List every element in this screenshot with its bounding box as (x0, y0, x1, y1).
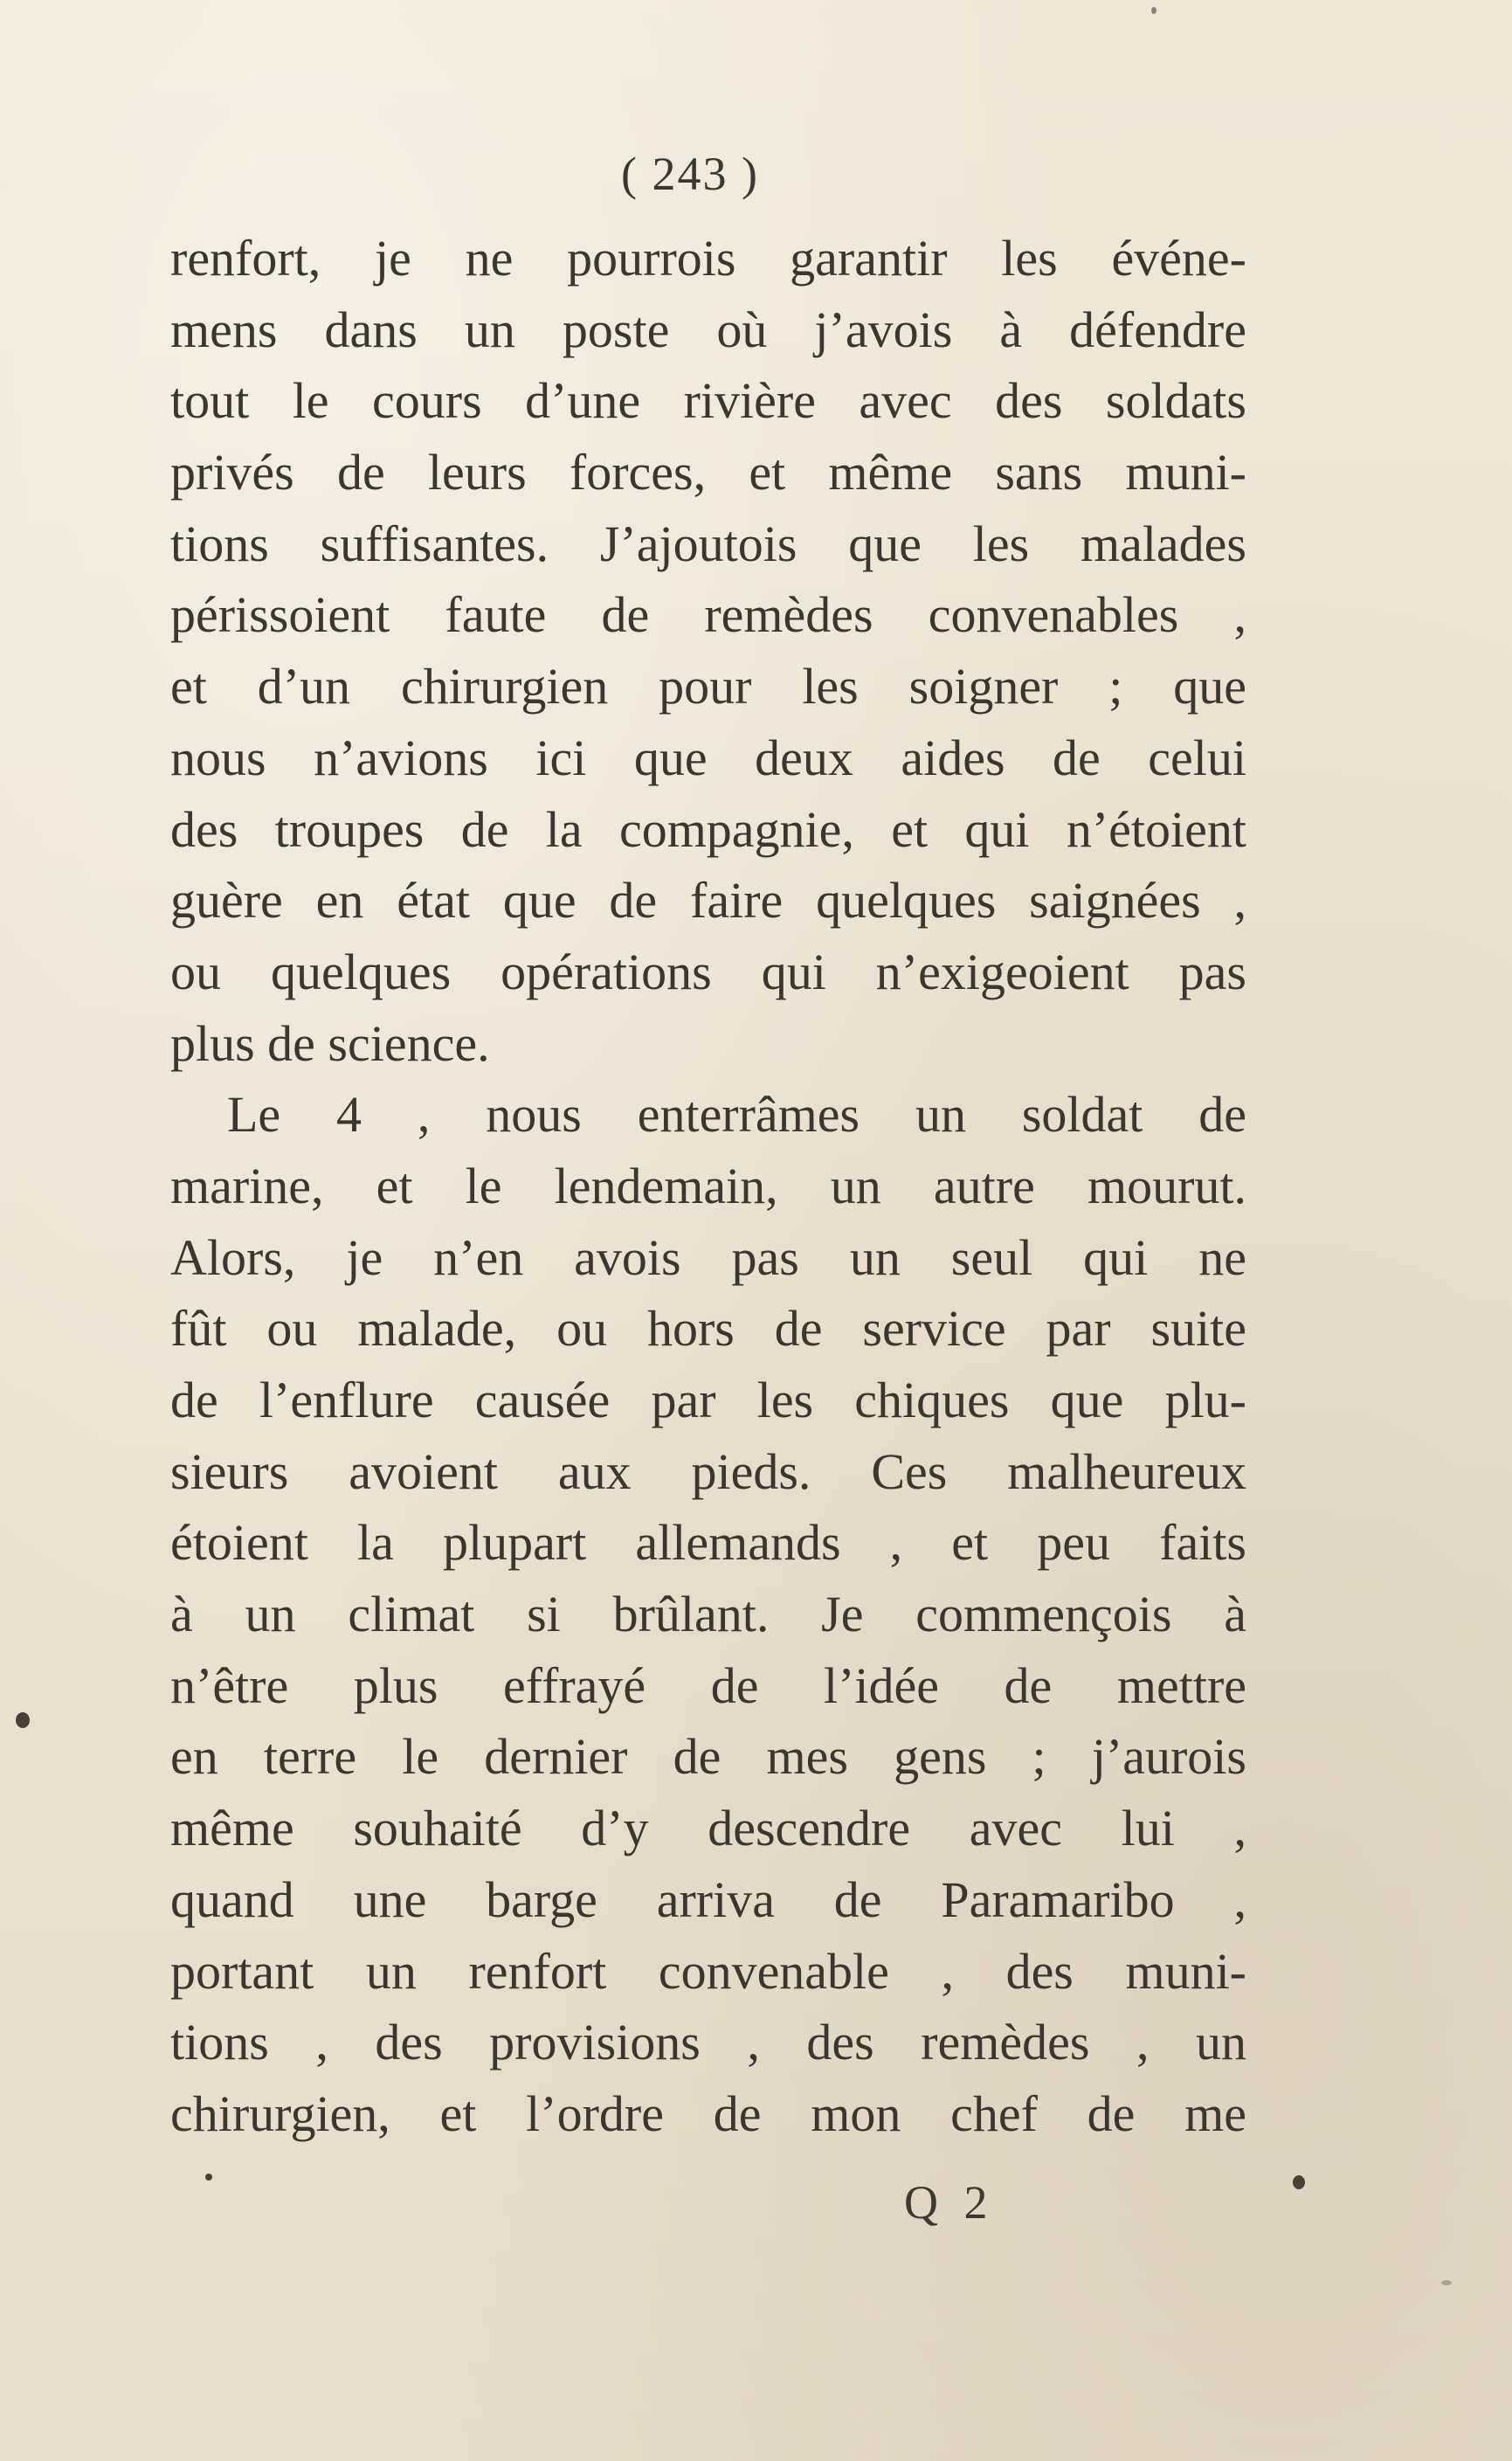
text-line: mens dans un poste où j’avois à défendre (170, 301, 1246, 358)
text-line: tout le cours d’une rivière avec des soldats (170, 372, 1246, 430)
signature-mark: Q 2 (904, 2176, 995, 2229)
text-line: de l’enflure causée par les chiques que plu- (170, 1372, 1246, 1428)
text-line: marine, et le lendemain, un autre mourut. (170, 1157, 1246, 1214)
text-line: plus de science. (170, 1014, 490, 1072)
text-line: portant un renfort convenable , des muni- (170, 1942, 1246, 2000)
text-line: et d’un chirurgien pour les soigner ; que (170, 658, 1246, 715)
paper-speck (16, 1712, 30, 1728)
page-number-header: ( 243 ) (621, 148, 759, 200)
text-line: Le 4 , nous enterrâmes un soldat de (227, 1086, 1246, 1144)
text-line: renfort, je ne pourrois garantir les événe- (170, 230, 1246, 287)
text-line: des troupes de la compagnie, et qui n’étoient (170, 800, 1246, 858)
text-line: ou quelques opérations qui n’exigeoient pas (170, 943, 1246, 1000)
paper-speck (1293, 2175, 1305, 2189)
text-line: Alors, je n’en avois pas un seul qui ne (170, 1228, 1246, 1286)
paper-speck (1151, 7, 1156, 14)
text-line: quand une barge arriva de Paramaribo , (170, 1870, 1246, 1928)
text-line: à un climat si brûlant. Je commençois à (170, 1586, 1246, 1643)
text-line: tions suffisantes. J’ajoutois que les malades (170, 515, 1246, 572)
text-line: sieurs avoient aux pieds. Ces malheureux (170, 1442, 1246, 1500)
paper-speck (205, 2174, 212, 2181)
paper-speck (1441, 2280, 1452, 2285)
text-line: guère en état que de faire quelques saignées , (170, 872, 1246, 930)
text-line: fût ou malade, ou hors de service par suite (170, 1300, 1246, 1358)
text-line: même souhaité d’y descendre avec lui , (170, 1800, 1246, 1857)
text-line: en terre le dernier de mes gens ; j’aurois (170, 1728, 1246, 1786)
body-text (170, 223, 1246, 2150)
text-line: nous n’avions ici que deux aides de celui (170, 729, 1246, 786)
text-line: privés de leurs forces, et même sans muni- (170, 444, 1246, 501)
text-line: n’être plus effrayé de l’idée de mettre (170, 1656, 1246, 1714)
text-line: tions , des provisions , des remèdes , un (170, 2014, 1246, 2071)
text-line: étoient la plupart allemands , et peu faits (170, 1514, 1246, 1572)
text-line: chirurgien, et l’ordre de mon chef de me (170, 2084, 1246, 2142)
text-line: périssoient faute de remèdes convenables , (170, 586, 1246, 644)
